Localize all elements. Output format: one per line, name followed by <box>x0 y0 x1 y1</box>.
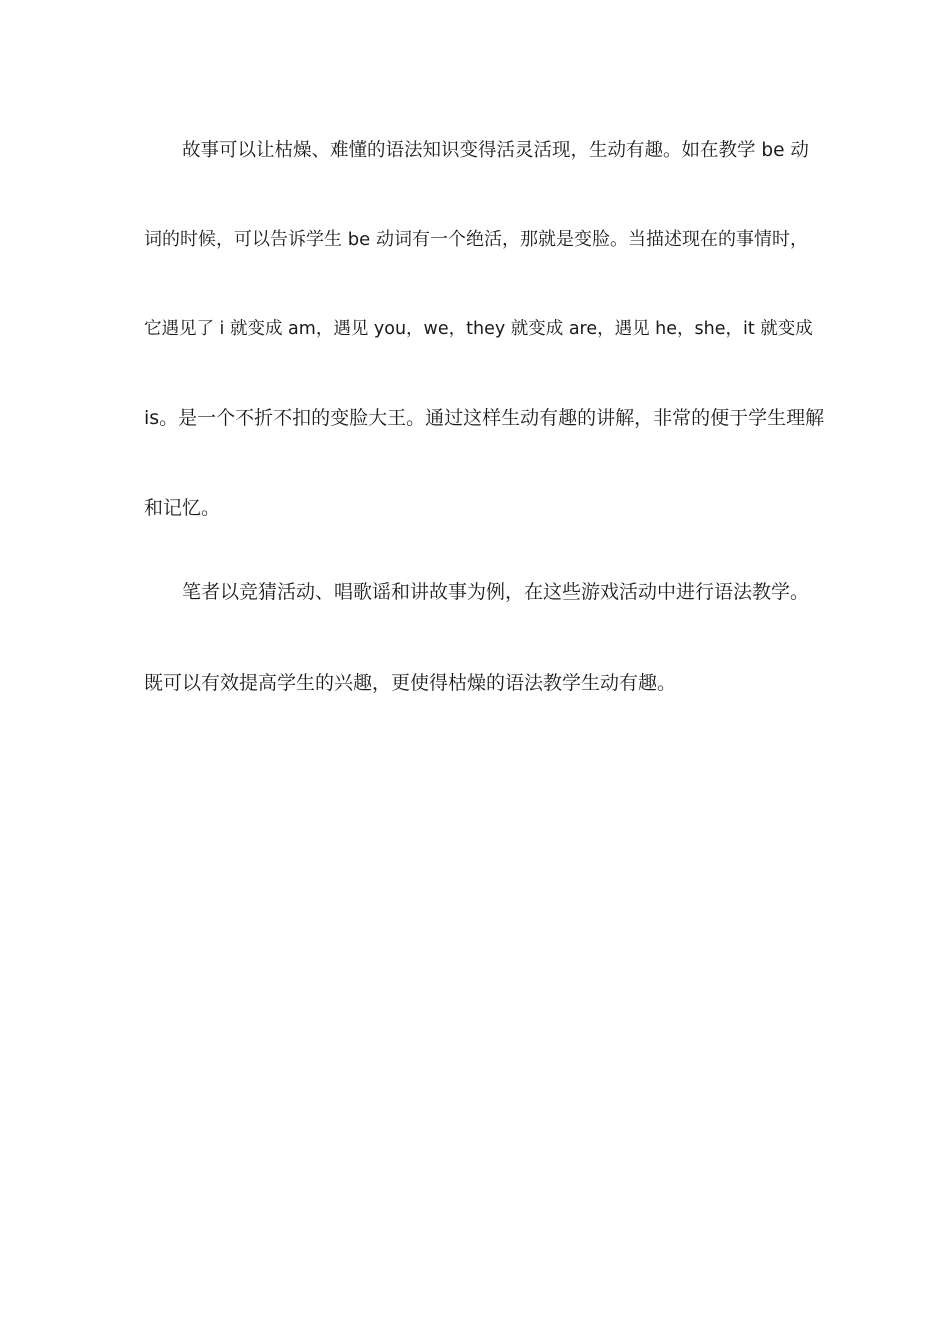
text-line: 和记忆。 <box>144 497 221 519</box>
text-line: 词的时候，可以告诉学生 be 动词有一个绝活，那就是变脸。当描述现在的事情时， <box>144 229 808 250</box>
text-line: is。是一个不折不扣的变脸大王。通过这样生动有趣的讲解，非常的便于学生理解 <box>144 407 825 429</box>
text-line: 它遇见了 i 就变成 am，遇见 you，we，they 就变成 are，遇见 he，she，it 就变成 <box>144 319 813 339</box>
text-line: 笔者以竞猜活动、唱歌谣和讲故事为例，在这些游戏活动中进行语法教学。 <box>182 581 810 603</box>
text-line: 故事可以让枯燥、难懂的语法知识变得活灵活现，生动有趣。如在教学 be 动 <box>182 140 809 161</box>
text-line: 既可以有效提高学生的兴趣，更使得枯燥的语法教学生动有趣。 <box>144 672 677 694</box>
